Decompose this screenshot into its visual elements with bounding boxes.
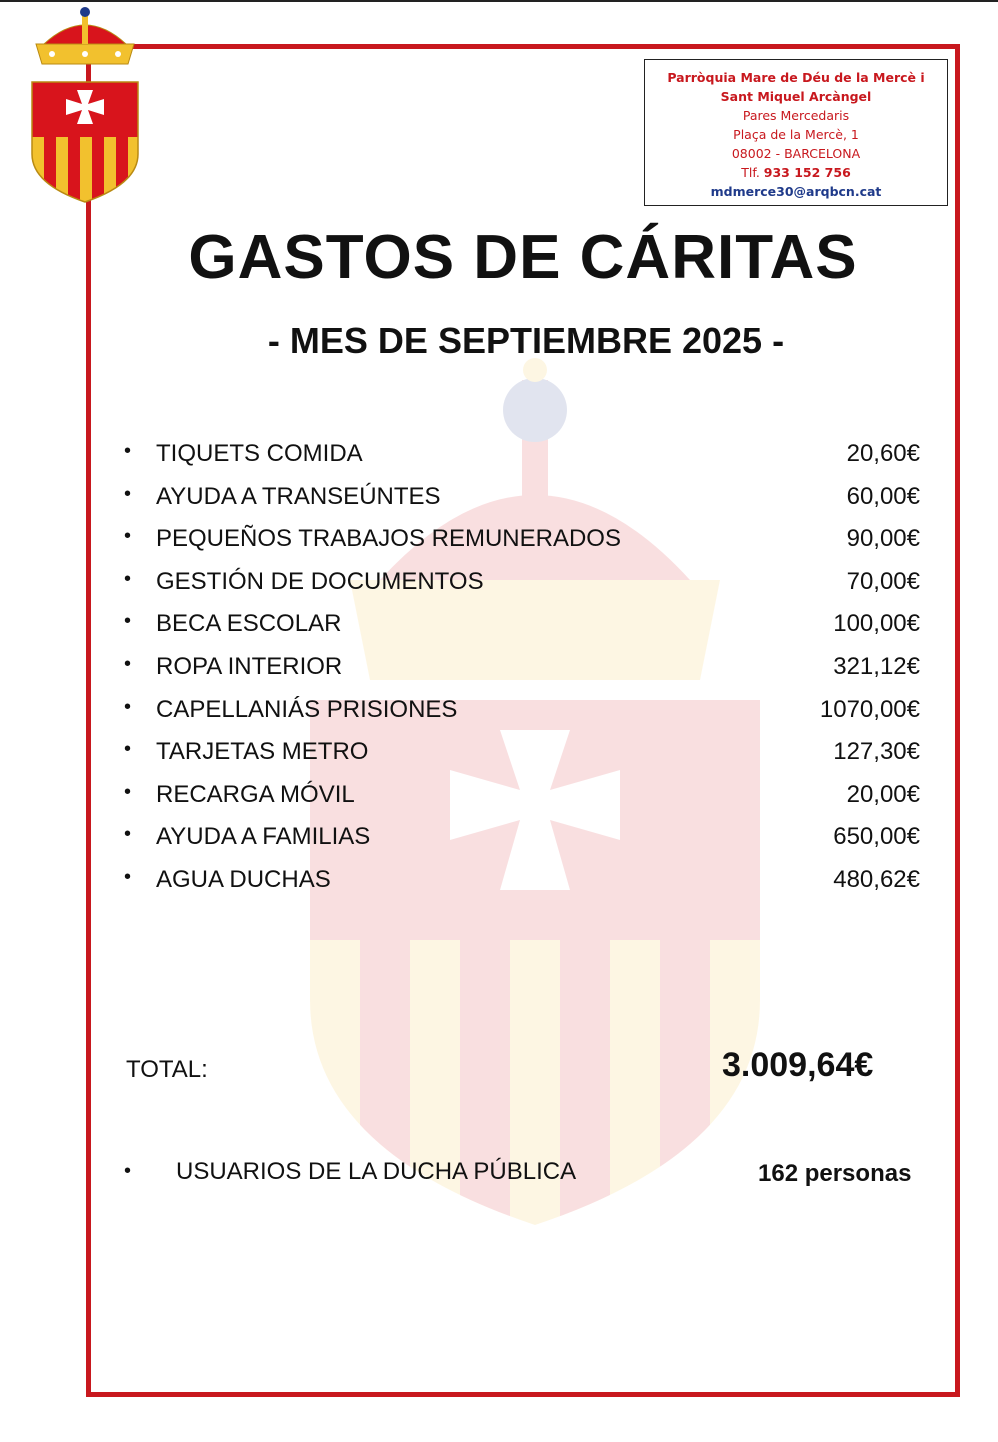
bullet: • (124, 738, 132, 761)
parish-crest-logo (22, 4, 148, 204)
expense-amount: 1070,00€ (819, 695, 920, 723)
expense-item (122, 519, 922, 562)
email[interactable]: mdmerce30@arqbcn.cat (710, 184, 882, 199)
bullet: • (124, 440, 132, 462)
expense-item (122, 817, 922, 860)
shower-users-row (122, 1158, 922, 1192)
expense-label: ROPA INTERIOR (156, 652, 343, 680)
expense-label: BECA ESCOLAR (156, 610, 342, 638)
expense-label: AYUDA A FAMILIAS (156, 823, 371, 851)
contact-box (644, 59, 948, 206)
expense-label: AYUDA A TRANSEÚNTES (156, 482, 441, 510)
expense-label: GESTIÓN DE DOCUMENTOS (156, 567, 484, 595)
city: 08002 - BARCELONA (731, 146, 861, 161)
shower-users-value: 162 personas (758, 1160, 912, 1187)
expense-item (122, 434, 922, 477)
bullet: • (124, 780, 132, 803)
expense-amount: 60,00€ (846, 482, 920, 510)
bullet: • (124, 567, 132, 590)
shower-users-label: USUARIOS DE LA DUCHA PÚBLICA (176, 1158, 577, 1185)
phone-number: 933 152 756 (763, 165, 851, 180)
top-border-line (0, 0, 998, 2)
expense-amount: 70,00€ (846, 567, 920, 595)
page-title: GASTOS DE CÁRITAS (188, 223, 858, 292)
phone-prefix: Tlf. (741, 165, 760, 180)
expense-item (122, 860, 922, 903)
expense-amount: 20,60€ (846, 440, 920, 467)
expense-label: TARJETAS METRO (156, 738, 369, 766)
bullet: • (124, 610, 132, 633)
phone-line (645, 163, 947, 182)
page-subtitle: - MES DE SEPTIEMBRE 2025 - (267, 320, 785, 361)
bullet: • (124, 695, 132, 718)
expense-amount: 20,00€ (846, 780, 920, 808)
expense-list (122, 434, 922, 903)
expense-item (122, 562, 922, 605)
expense-amount: 480,62€ (833, 865, 920, 893)
parish-name-line2: Sant Miquel Arcàngel (720, 89, 872, 104)
expense-amount: 90,00€ (846, 525, 920, 553)
expense-amount: 100,00€ (833, 610, 920, 638)
expense-item (122, 775, 922, 818)
bullet: • (124, 1160, 132, 1182)
bullet: • (124, 525, 132, 548)
address: Plaça de la Mercè, 1 (733, 127, 859, 142)
expense-label: RECARGA MÓVIL (156, 780, 355, 808)
bullet: • (124, 865, 132, 888)
bullet: • (124, 482, 132, 505)
expense-item (122, 604, 922, 647)
expense-label: PEQUEÑOS TRABAJOS REMUNERADOS (156, 525, 621, 553)
expense-item (122, 732, 922, 775)
expense-item (122, 477, 922, 520)
expense-item (122, 647, 922, 690)
bullet: • (124, 823, 132, 846)
expense-item (122, 690, 922, 733)
expense-label: CAPELLANIÁS PRISIONES (156, 695, 458, 723)
expense-amount: 650,00€ (833, 823, 920, 851)
order-name: Pares Mercedaris (742, 108, 850, 123)
total-value: 3.009,64€ (722, 1046, 874, 1084)
parish-name-line1: Parròquia Mare de Déu de la Mercè i (667, 70, 925, 85)
expense-label: AGUA DUCHAS (156, 865, 331, 893)
expense-amount: 127,30€ (833, 738, 920, 766)
bullet: • (124, 652, 132, 675)
expense-label: TIQUETS COMIDA (156, 440, 363, 467)
total-label: TOTAL: (126, 1056, 208, 1083)
expense-amount: 321,12€ (833, 652, 920, 680)
